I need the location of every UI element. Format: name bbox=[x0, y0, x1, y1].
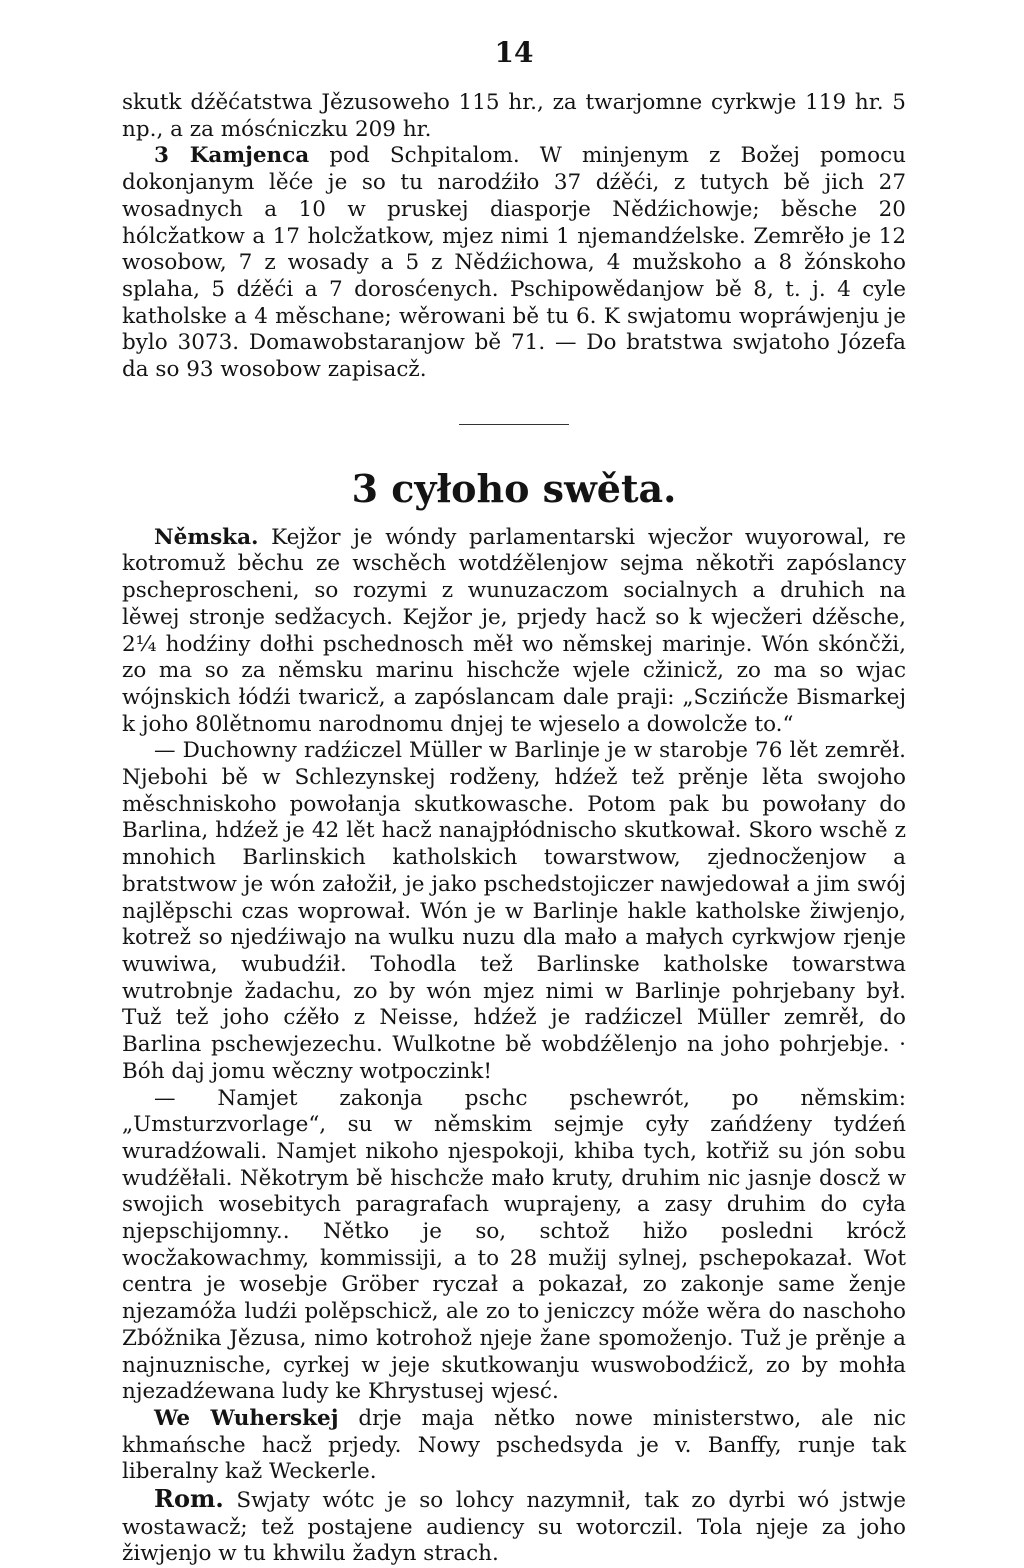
paragraph-text: zakonja pschc pschewrót, po němskim: „Umsturzvorlage“, su w němskim sejmje cyły zańdźeny tydźeń wuradźowali. Namjet nikoho njespokoji, khiba tych, kotřiž su jón sobu wudźěłali. Někotrym bě hischcže mało kruty, druhim nic jasnje doscž w swojich wosebitych paragrafach wuprajeny, a zasy druhim do cyła njepschijomny.. Nětko je so, schtož hižo posledni krócž wocžakowachmy, kommissiji, a to 28 mužij sylnej, pschepokazał. Wot centra je wosebje Gröber ryczał a pokazał, zo zakonje same ženje njezamóža ludźi polěpschicž, ale zo to jeniczcy móže wěra do naschoho Zbóžnika Jězusa, nimo kotrohož njeje žane spomoženjo. Tuž je prěnje a najnuznische, cyrkej w jeje skutkowanju wuswobodźicž, zo by mohła njezadźewana ludy ke Khrystusej wjesć. bbox=[122, 1085, 906, 1405]
paragraph-text: pod Schpitalom. W minjenym z Božej pomocu dokonjanym lěće je so tu narodźiło 37 dźěći, z tutych bě jich 27 wosadnych a 10 w pruskej diasporje Nědźichowje; běsche 20 hólcžatkow a 17 holcžatkow, mjez nimi 1 njemandźelske. Zemrěło je 12 wosobow, 7 z wosady a 5 z Nědźichowa, 4 mužskoho a 8 žónskoho splaha, 5 dźěći a 7 dorosćenych. Pschipowědanjow bě 8, t. j. 4 cyle katholske a 4 měschane; wěrowani bě tu 6. K swjatomu wopráwjenju je bylo 3073. Domawobstaranjow bě 71. — Do bratstwa swjatoho Józefa da so 93 wosobow zapisacž. bbox=[122, 143, 906, 383]
paragraph-kamjenca bbox=[122, 143, 906, 383]
section-heading: 3 cyłoho swěta. bbox=[351, 465, 677, 511]
paragraph-lead: Němska. bbox=[154, 524, 259, 550]
paragraph-text: Swjaty wótc je so lohcy nazymnił, tak zo dyrbi wó jstwje wostawacž; tež postajene audiency su wotorczil. Tola njeje za joho žiwjenjo w tu khwilu žadyn strach. bbox=[122, 1488, 906, 1567]
paragraph-lead: 3 Kamjenca bbox=[154, 143, 310, 169]
paragraph-wuherska bbox=[122, 1406, 906, 1486]
paragraph-rom bbox=[122, 1486, 906, 1568]
paragraph-lead: — Duchowny bbox=[154, 738, 297, 764]
paragraph-text: Kejžor je wóndy parlamentarski wjecžor wuyorowal, re kotromuž běchu ze wschěch wotdźělenjow sejma někotři zapóslancy pscheproscheni, so rozymi z wunuzaczom socialnych a druhich na lěwej stronje sedžacych. Kejžor je, prjedy hacž so k wjecžeri dźěsche, 2¼ hodźiny dołhi pschednosch měł wo němskej marinje. Wón skónčži, zo ma so za němsku marinu hischcže wjele cžinicž, zo ma so wjac wójnskich łódźi twaricž, a zapóslancam dale praji: „Sczińcže Bismarkej k joho 80lětnomu narodnomu dnjej te wjeselo a dowolcže to.“ bbox=[122, 524, 906, 737]
page-number: 14 bbox=[494, 36, 534, 69]
section-divider bbox=[459, 424, 569, 425]
paragraph-lead: Rom. bbox=[154, 1484, 224, 1514]
paragraph-continuation bbox=[122, 90, 906, 143]
paragraph-text: skutk dźěćatstwa Jězusoweho 115 hr., za twarjomne cyrkwje 119 hr. 5 np., a za mósćniczku 209 hr. bbox=[122, 90, 906, 142]
paragraph-lead: — Namjet bbox=[154, 1085, 298, 1111]
paragraph-nemska bbox=[122, 525, 906, 739]
paragraph-namjet bbox=[122, 1086, 906, 1406]
paragraph-text: radźiczel Müller w Barlinje je w starobje 76 lět zemrěł. Njebohi bě w Schlezynskej rodženy, hdźež tež prěnje lěta swojoho měschniskoho powołanja skutkowasche. Potom pak bu powołany do Barlina, hdźež je 42 lět hacž nanajpłódnischo skutkował. Skoro wschě z mnohich Barlinskich katholskich towarstwow, zjednocženjow a bratstwow je wón załožił, je jako pschedstojiczer nawjedował a jim swój najlěpschi czas woprował. Wón je w Barlinje hakle katholske žiwjenjo, kotrež so njedźiwajo na wulku nuzu dla mało a małych cyrkwjow rjenje wuwiwa, wubudźił. Tohodla tež Barlinske katholske towarstwa wutrobnje žadachu, zo by wón mjez nimi w Barlinje pohrjebany był. Tuž tež joho cźěło z Neisse, hdźež je radźiczel Müller zemrěł, do Barlina pschewjezechu. Wulkotne bě wobdźělenjo na joho pohrjebje. · Bóh daj jomu wěczny wotpoczink! bbox=[122, 738, 906, 1084]
paragraph-lead: We Wuherskej bbox=[154, 1405, 339, 1431]
paragraph-text: drje maja nětko nowe ministerstwo, ale nic khmańsche hacž prjedy. Nowy pschedsyda je v. Banffy, runje tak liberalny kaž Weckerle. bbox=[122, 1405, 907, 1485]
paragraph-duchowny bbox=[122, 738, 906, 1085]
